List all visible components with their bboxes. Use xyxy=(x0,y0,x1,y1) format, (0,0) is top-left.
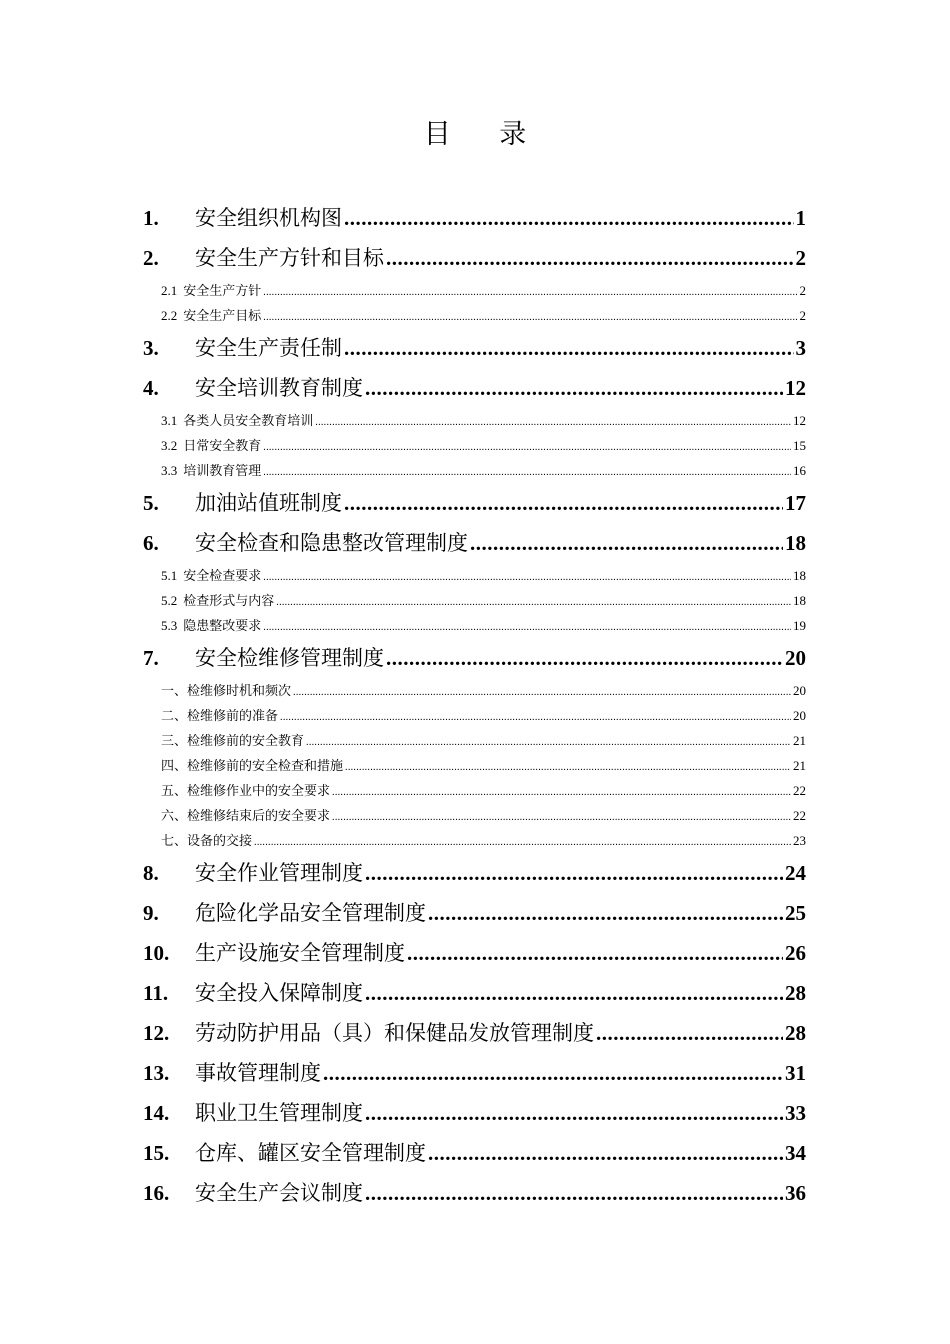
toc-entry-chapter[interactable] xyxy=(143,1013,806,1053)
toc-leader-dots xyxy=(263,565,791,590)
toc-leader-dots xyxy=(470,523,783,563)
toc-entry-title: 劳动防护用品（具）和保健品发放管理制度 xyxy=(195,1021,594,1045)
toc-entry-number: 2. xyxy=(143,246,159,270)
toc-entry-number: 7. xyxy=(143,646,159,670)
toc-entry-title: 安全生产目标 xyxy=(183,309,262,324)
toc-entry-title: 安全培训教育制度 xyxy=(195,376,363,400)
toc-leader-dots xyxy=(344,483,783,523)
toc-entry-section[interactable] xyxy=(143,678,806,703)
toc-entry-page: 26 xyxy=(785,941,806,965)
toc-leader-dots xyxy=(428,1133,783,1173)
toc-entry-chapter[interactable] xyxy=(143,853,806,893)
toc-entry-chapter[interactable] xyxy=(143,933,806,973)
toc-entry-page: 18 xyxy=(793,593,806,608)
toc-entry-title: 二、检维修前的准备 xyxy=(161,709,279,724)
toc-entry-section[interactable] xyxy=(143,803,806,828)
toc-entry-section[interactable] xyxy=(143,303,806,328)
toc-entry-title: 安全生产责任制 xyxy=(195,336,342,360)
toc-entry-title: 日常安全教育 xyxy=(183,439,262,454)
toc-entry-number: 10. xyxy=(143,941,170,965)
toc-entry-number: 3.1 xyxy=(161,413,178,428)
toc-entry-number: 4. xyxy=(143,376,159,400)
toc-entry-chapter[interactable] xyxy=(143,238,806,278)
toc-leader-dots xyxy=(386,638,783,678)
toc-entry-page: 12 xyxy=(793,413,806,428)
toc-entry-title: 一、检维修时机和频次 xyxy=(161,684,292,699)
toc-entry-number: 15. xyxy=(143,1141,170,1165)
toc-entry-title: 检查形式与内容 xyxy=(183,594,275,609)
toc-entry-page: 31 xyxy=(785,1061,806,1085)
toc-entry-title: 危险化学品安全管理制度 xyxy=(195,901,426,925)
toc-leader-dots xyxy=(263,615,791,640)
toc-leader-dots xyxy=(315,410,791,435)
toc-leader-dots xyxy=(365,853,783,893)
toc-leader-dots xyxy=(276,590,791,615)
toc-entry-title: 事故管理制度 xyxy=(195,1061,321,1085)
toc-leader-dots xyxy=(386,238,794,278)
toc-entry-number: 5. xyxy=(143,491,159,515)
toc-leader-dots xyxy=(323,1053,783,1093)
toc-entry-page: 36 xyxy=(785,1181,806,1205)
toc-leader-dots xyxy=(365,368,783,408)
toc-entry-title: 各类人员安全教育培训 xyxy=(183,414,314,429)
toc-entry-title: 安全检查要求 xyxy=(183,569,262,584)
toc-entry-page: 24 xyxy=(785,861,806,885)
toc-entry-section[interactable] xyxy=(143,588,806,613)
toc-entry-number: 13. xyxy=(143,1061,170,1085)
toc-leader-dots xyxy=(254,830,791,855)
toc-entry-page: 23 xyxy=(793,833,806,848)
toc-entry-title: 七、设备的交接 xyxy=(161,834,253,849)
toc-leader-dots xyxy=(365,1093,783,1133)
toc-entry-page: 16 xyxy=(793,463,806,478)
toc-entry-chapter[interactable] xyxy=(143,1053,806,1093)
toc-entry-title: 职业卫生管理制度 xyxy=(195,1101,363,1125)
toc-leader-dots xyxy=(407,933,783,973)
toc-entry-number: 5.2 xyxy=(161,593,178,608)
toc-entry-title: 隐患整改要求 xyxy=(183,619,262,634)
page-title: 目 录 xyxy=(423,119,547,150)
toc-entry-number: 5.3 xyxy=(161,618,178,633)
toc-entry-page: 19 xyxy=(793,618,806,633)
toc-entry-number: 6. xyxy=(143,531,159,555)
toc-entry-number: 2.1 xyxy=(161,283,178,298)
toc-entry-chapter[interactable] xyxy=(143,198,806,238)
toc-entry-number: 9. xyxy=(143,901,159,925)
toc-entry-number: 16. xyxy=(143,1181,170,1205)
toc-entry-number: 5.1 xyxy=(161,568,178,583)
toc-entry-number: 3. xyxy=(143,336,159,360)
toc-leader-dots xyxy=(428,893,783,933)
toc-entry-number: 2.2 xyxy=(161,308,178,323)
toc-entry-title: 安全投入保障制度 xyxy=(195,981,363,1005)
toc-entry-section[interactable] xyxy=(143,278,806,303)
toc-entry-page: 28 xyxy=(785,981,806,1005)
toc-leader-dots xyxy=(263,460,791,485)
toc-entry-section[interactable] xyxy=(143,613,806,638)
toc-entry-page: 18 xyxy=(785,531,806,555)
toc-entry-page: 3 xyxy=(795,336,806,360)
toc-entry-title: 四、检维修前的安全检查和措施 xyxy=(161,759,344,774)
toc-entry-page: 17 xyxy=(785,491,806,515)
toc-entry-section[interactable] xyxy=(143,828,806,853)
toc-entry-section[interactable] xyxy=(143,728,806,753)
toc-entry-page: 21 xyxy=(793,733,806,748)
toc-entry-title: 培训教育管理 xyxy=(183,464,262,479)
toc-entry-chapter[interactable] xyxy=(143,368,806,408)
toc-entry-title: 三、检维修前的安全教育 xyxy=(161,734,305,749)
toc-entry-section[interactable] xyxy=(143,563,806,588)
toc-entry-number: 3.3 xyxy=(161,463,178,478)
toc-entry-chapter[interactable] xyxy=(143,973,806,1013)
toc-leader-dots xyxy=(365,973,783,1013)
toc-entry-page: 28 xyxy=(785,1021,806,1045)
toc-leader-dots xyxy=(596,1013,783,1053)
toc-entry-title: 安全组织机构图 xyxy=(195,206,342,230)
toc-entry-number: 11. xyxy=(143,981,169,1005)
toc-leader-dots xyxy=(332,780,791,805)
toc-entry-chapter[interactable] xyxy=(143,893,806,933)
toc-entry-title: 安全检查和隐患整改管理制度 xyxy=(195,531,468,555)
toc-entry-chapter[interactable] xyxy=(143,1133,806,1173)
toc-entry-title: 六、检维修结束后的安全要求 xyxy=(161,809,331,824)
toc-entry-page: 2 xyxy=(799,308,806,323)
toc-entry-title: 安全生产方针 xyxy=(183,284,262,299)
toc-entry-page: 18 xyxy=(793,568,806,583)
toc-entry-title: 仓库、罐区安全管理制度 xyxy=(195,1141,426,1165)
toc-entry-section[interactable] xyxy=(143,778,806,803)
toc-entry-title: 五、检维修作业中的安全要求 xyxy=(161,784,331,799)
toc-entry-number: 12. xyxy=(143,1021,170,1045)
toc-entry-title: 安全作业管理制度 xyxy=(195,861,363,885)
toc-entry-page: 20 xyxy=(785,646,806,670)
toc-entry-page: 12 xyxy=(785,376,806,400)
toc-entry-page: 25 xyxy=(785,901,806,925)
table-of-contents xyxy=(143,198,806,1213)
toc-leader-dots xyxy=(263,280,797,305)
toc-entry-chapter[interactable] xyxy=(143,328,806,368)
toc-entry-chapter[interactable] xyxy=(143,1093,806,1133)
toc-leader-dots xyxy=(306,730,791,755)
toc-entry-chapter[interactable] xyxy=(143,1173,806,1213)
toc-entry-number: 8. xyxy=(143,861,159,885)
toc-entry-title: 安全生产会议制度 xyxy=(195,1181,363,1205)
toc-entry-page: 21 xyxy=(793,758,806,773)
toc-entry-title: 生产设施安全管理制度 xyxy=(195,941,405,965)
toc-entry-page: 2 xyxy=(799,283,806,298)
toc-entry-chapter[interactable] xyxy=(143,638,806,678)
toc-entry-chapter[interactable] xyxy=(143,523,806,563)
toc-entry-number: 14. xyxy=(143,1101,170,1125)
toc-leader-dots xyxy=(280,705,791,730)
toc-entry-section[interactable] xyxy=(143,408,806,433)
toc-entry-chapter[interactable] xyxy=(143,483,806,523)
toc-entry-section[interactable] xyxy=(143,753,806,778)
toc-entry-page: 34 xyxy=(785,1141,806,1165)
toc-entry-page: 20 xyxy=(793,708,806,723)
toc-leader-dots xyxy=(344,328,794,368)
toc-leader-dots xyxy=(263,435,791,460)
toc-entry-page: 20 xyxy=(793,683,806,698)
toc-entry-section[interactable] xyxy=(143,458,806,483)
toc-entry-section[interactable] xyxy=(143,433,806,458)
toc-leader-dots xyxy=(345,755,791,780)
toc-entry-title: 安全生产方针和目标 xyxy=(195,246,384,270)
toc-entry-page: 15 xyxy=(793,438,806,453)
toc-entry-page: 33 xyxy=(785,1101,806,1125)
toc-entry-page: 22 xyxy=(793,783,806,798)
toc-entry-section[interactable] xyxy=(143,703,806,728)
toc-leader-dots xyxy=(365,1173,783,1213)
toc-entry-page: 1 xyxy=(795,206,806,230)
toc-leader-dots xyxy=(332,805,791,830)
toc-entry-page: 2 xyxy=(795,246,806,270)
toc-entry-number: 3.2 xyxy=(161,438,178,453)
toc-leader-dots xyxy=(293,680,791,705)
toc-leader-dots xyxy=(344,198,794,238)
toc-leader-dots xyxy=(263,305,797,330)
toc-entry-title: 加油站值班制度 xyxy=(195,491,342,515)
toc-entry-number: 1. xyxy=(143,206,159,230)
toc-entry-title: 安全检维修管理制度 xyxy=(195,646,384,670)
toc-entry-page: 22 xyxy=(793,808,806,823)
